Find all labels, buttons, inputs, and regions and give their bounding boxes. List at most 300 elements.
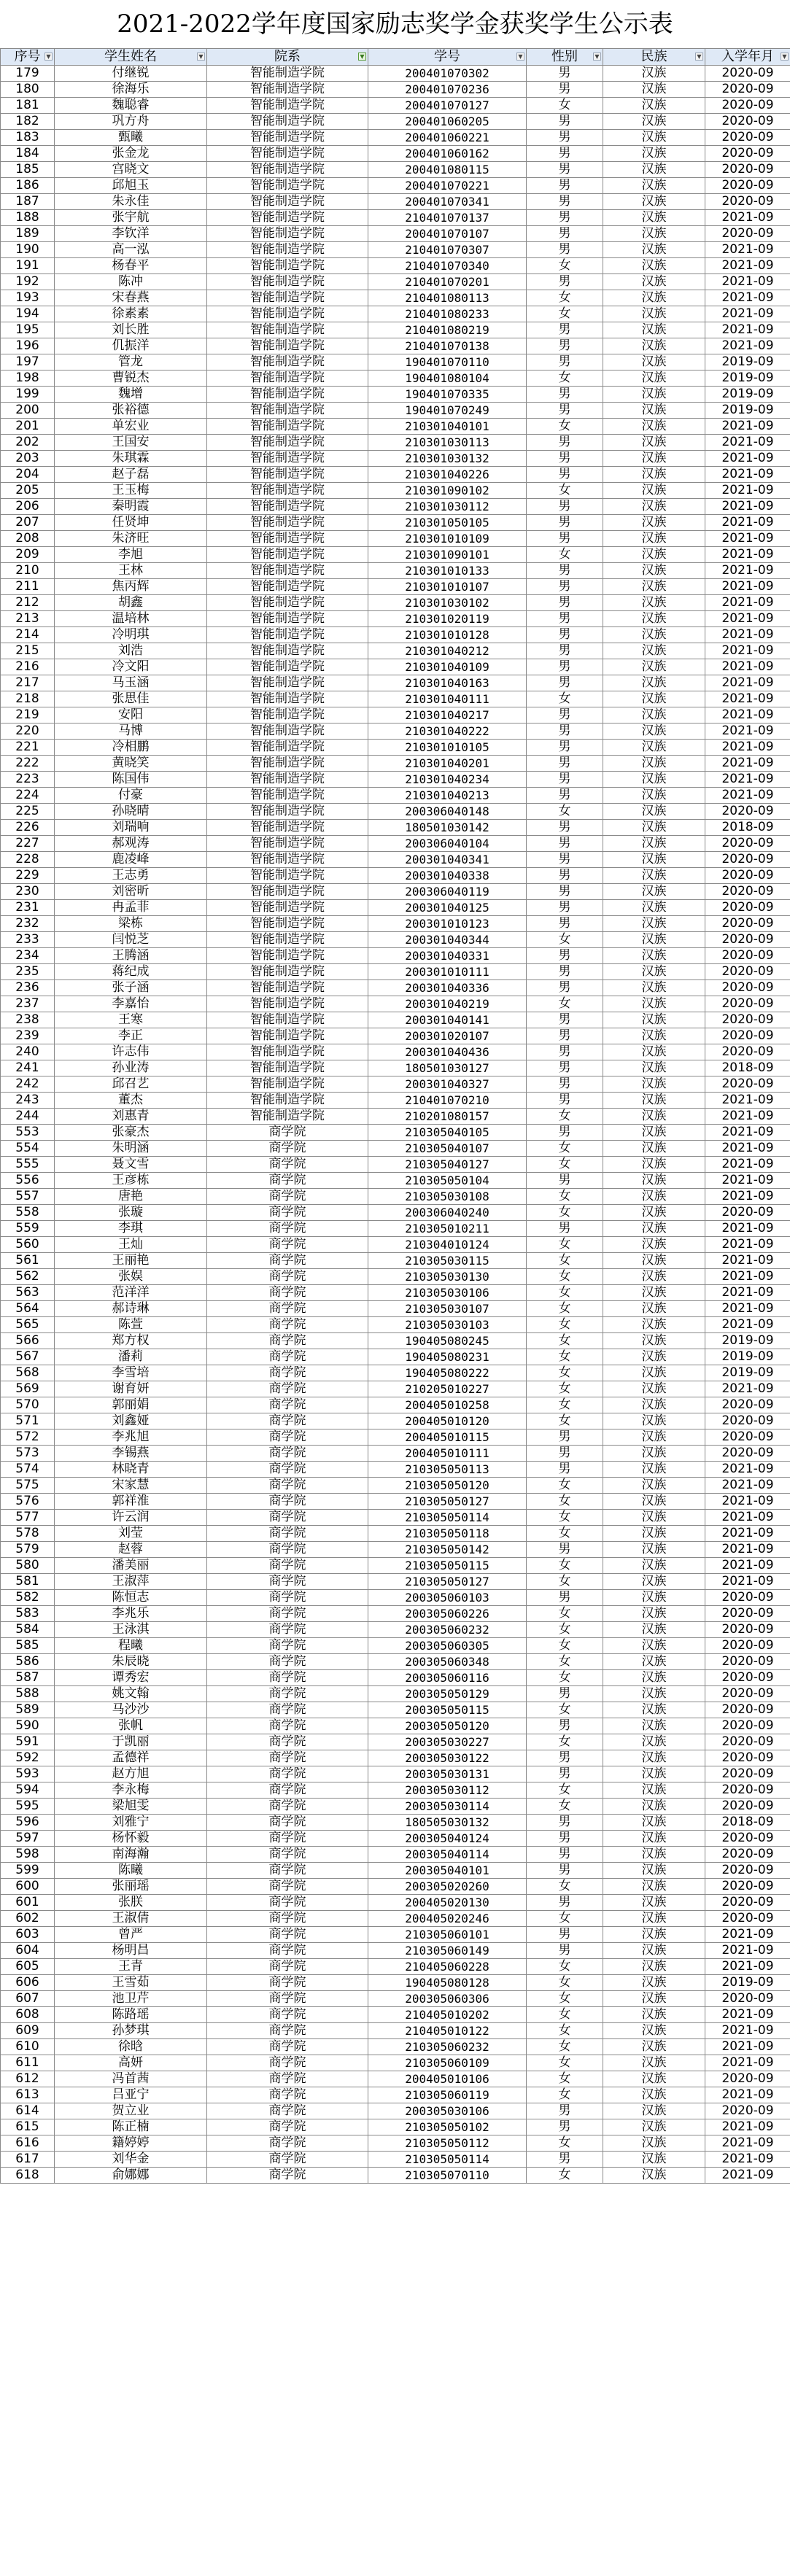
cell-enrollment[interactable]: 2021-09 bbox=[705, 691, 790, 707]
cell-gender[interactable]: 男 bbox=[527, 723, 603, 740]
cell-index[interactable]: 201 bbox=[1, 419, 55, 435]
cell-index[interactable]: 241 bbox=[1, 1060, 55, 1076]
cell-ethnicity[interactable]: 汉族 bbox=[603, 1847, 705, 1863]
cell-ethnicity[interactable]: 汉族 bbox=[603, 1141, 705, 1157]
cell-gender[interactable]: 男 bbox=[527, 467, 603, 483]
cell-enrollment[interactable]: 2020-09 bbox=[705, 1044, 790, 1060]
cell-student-id[interactable]: 210301030132 bbox=[368, 451, 527, 467]
cell-index[interactable]: 590 bbox=[1, 1718, 55, 1734]
cell-department[interactable]: 商学院 bbox=[207, 1269, 368, 1285]
cell-enrollment[interactable]: 2021-09 bbox=[705, 707, 790, 723]
cell-department[interactable]: 商学院 bbox=[207, 1349, 368, 1365]
cell-student-id[interactable]: 210305050104 bbox=[368, 1173, 527, 1189]
cell-student-id[interactable]: 210301050105 bbox=[368, 515, 527, 531]
cell-ethnicity[interactable]: 汉族 bbox=[603, 2023, 705, 2039]
cell-student-id[interactable]: 200301010111 bbox=[368, 964, 527, 980]
cell-gender[interactable]: 男 bbox=[527, 1815, 603, 1831]
cell-student-id[interactable]: 200305060232 bbox=[368, 1622, 527, 1638]
cell-ethnicity[interactable]: 汉族 bbox=[603, 82, 705, 98]
cell-enrollment[interactable]: 2020-09 bbox=[705, 1702, 790, 1718]
cell-student-id[interactable]: 210301020119 bbox=[368, 611, 527, 627]
cell-enrollment[interactable]: 2021-09 bbox=[705, 1301, 790, 1317]
cell-student-id[interactable]: 210305030115 bbox=[368, 1253, 527, 1269]
cell-enrollment[interactable]: 2021-09 bbox=[705, 2168, 790, 2184]
cell-index[interactable]: 595 bbox=[1, 1799, 55, 1815]
cell-index[interactable]: 214 bbox=[1, 627, 55, 643]
cell-student-name[interactable]: 朱辰晓 bbox=[55, 1654, 207, 1670]
cell-department[interactable]: 智能制造学院 bbox=[207, 162, 368, 178]
cell-enrollment[interactable]: 2021-09 bbox=[705, 2087, 790, 2103]
cell-student-name[interactable]: 高一泓 bbox=[55, 242, 207, 258]
cell-ethnicity[interactable]: 汉族 bbox=[603, 1205, 705, 1221]
cell-gender[interactable]: 男 bbox=[527, 162, 603, 178]
cell-enrollment[interactable]: 2019-09 bbox=[705, 1349, 790, 1365]
cell-student-name[interactable]: 池卫芹 bbox=[55, 1991, 207, 2007]
cell-index[interactable]: 606 bbox=[1, 1975, 55, 1991]
cell-enrollment[interactable]: 2021-09 bbox=[705, 467, 790, 483]
cell-student-name[interactable]: 杨怀毅 bbox=[55, 1831, 207, 1847]
cell-enrollment[interactable]: 2019-09 bbox=[705, 354, 790, 371]
cell-department[interactable]: 智能制造学院 bbox=[207, 483, 368, 499]
cell-gender[interactable]: 男 bbox=[527, 515, 603, 531]
cell-ethnicity[interactable]: 汉族 bbox=[603, 1494, 705, 1510]
cell-ethnicity[interactable]: 汉族 bbox=[603, 146, 705, 162]
cell-department[interactable]: 商学院 bbox=[207, 1125, 368, 1141]
cell-student-id[interactable]: 210305030103 bbox=[368, 1317, 527, 1333]
cell-gender[interactable]: 女 bbox=[527, 290, 603, 306]
cell-student-name[interactable]: 董杰 bbox=[55, 1093, 207, 1109]
cell-department[interactable]: 商学院 bbox=[207, 1815, 368, 1831]
cell-enrollment[interactable]: 2021-09 bbox=[705, 1093, 790, 1109]
cell-index[interactable]: 200 bbox=[1, 403, 55, 419]
cell-ethnicity[interactable]: 汉族 bbox=[603, 371, 705, 387]
cell-student-name[interactable]: 孙业涛 bbox=[55, 1060, 207, 1076]
cell-enrollment[interactable]: 2020-09 bbox=[705, 980, 790, 996]
cell-enrollment[interactable]: 2020-09 bbox=[705, 852, 790, 868]
cell-gender[interactable]: 女 bbox=[527, 98, 603, 114]
cell-student-id[interactable]: 180505030132 bbox=[368, 1815, 527, 1831]
cell-gender[interactable]: 男 bbox=[527, 772, 603, 788]
cell-ethnicity[interactable]: 汉族 bbox=[603, 435, 705, 451]
cell-gender[interactable]: 男 bbox=[527, 194, 603, 210]
cell-gender[interactable]: 男 bbox=[527, 1125, 603, 1141]
cell-student-name[interactable]: 赵蓉 bbox=[55, 1542, 207, 1558]
cell-student-name[interactable]: 冯首茜 bbox=[55, 2071, 207, 2087]
cell-ethnicity[interactable]: 汉族 bbox=[603, 1429, 705, 1446]
cell-gender[interactable]: 男 bbox=[527, 403, 603, 419]
cell-student-name[interactable]: 朱永佳 bbox=[55, 194, 207, 210]
cell-enrollment[interactable]: 2019-09 bbox=[705, 403, 790, 419]
cell-index[interactable]: 243 bbox=[1, 1093, 55, 1109]
cell-student-id[interactable]: 210305050114 bbox=[368, 2152, 527, 2168]
cell-enrollment[interactable]: 2021-09 bbox=[705, 1157, 790, 1173]
cell-student-id[interactable]: 210201080157 bbox=[368, 1109, 527, 1125]
cell-department[interactable]: 商学院 bbox=[207, 1365, 368, 1381]
cell-student-id[interactable]: 210401080233 bbox=[368, 306, 527, 322]
cell-department[interactable]: 智能制造学院 bbox=[207, 691, 368, 707]
cell-index[interactable]: 184 bbox=[1, 146, 55, 162]
cell-gender[interactable]: 女 bbox=[527, 1734, 603, 1750]
cell-ethnicity[interactable]: 汉族 bbox=[603, 723, 705, 740]
cell-enrollment[interactable]: 2021-09 bbox=[705, 1109, 790, 1125]
cell-department[interactable]: 商学院 bbox=[207, 1606, 368, 1622]
cell-student-id[interactable]: 200401070127 bbox=[368, 98, 527, 114]
cell-enrollment[interactable]: 2020-09 bbox=[705, 1012, 790, 1028]
cell-ethnicity[interactable]: 汉族 bbox=[603, 1125, 705, 1141]
cell-department[interactable]: 智能制造学院 bbox=[207, 403, 368, 419]
cell-student-id[interactable]: 200401070341 bbox=[368, 194, 527, 210]
cell-ethnicity[interactable]: 汉族 bbox=[603, 1574, 705, 1590]
cell-department[interactable]: 商学院 bbox=[207, 1141, 368, 1157]
cell-student-id[interactable]: 210305040105 bbox=[368, 1125, 527, 1141]
cell-student-name[interactable]: 马玉涵 bbox=[55, 675, 207, 691]
cell-student-name[interactable]: 郝观涛 bbox=[55, 836, 207, 852]
cell-gender[interactable]: 女 bbox=[527, 804, 603, 820]
cell-student-name[interactable]: 张金龙 bbox=[55, 146, 207, 162]
cell-enrollment[interactable]: 2021-09 bbox=[705, 595, 790, 611]
cell-student-id[interactable]: 200305060226 bbox=[368, 1606, 527, 1622]
cell-gender[interactable]: 男 bbox=[527, 980, 603, 996]
cell-enrollment[interactable]: 2021-09 bbox=[705, 675, 790, 691]
cell-index[interactable]: 581 bbox=[1, 1574, 55, 1590]
cell-gender[interactable]: 男 bbox=[527, 579, 603, 595]
cell-gender[interactable]: 女 bbox=[527, 1109, 603, 1125]
cell-gender[interactable]: 男 bbox=[527, 178, 603, 194]
cell-ethnicity[interactable]: 汉族 bbox=[603, 820, 705, 836]
cell-gender[interactable]: 女 bbox=[527, 1237, 603, 1253]
cell-gender[interactable]: 男 bbox=[527, 1221, 603, 1237]
cell-student-name[interactable]: 徐海乐 bbox=[55, 82, 207, 98]
cell-department[interactable]: 商学院 bbox=[207, 1831, 368, 1847]
cell-gender[interactable]: 女 bbox=[527, 1975, 603, 1991]
cell-ethnicity[interactable]: 汉族 bbox=[603, 1895, 705, 1911]
cell-index[interactable]: 205 bbox=[1, 483, 55, 499]
cell-enrollment[interactable]: 2021-09 bbox=[705, 2007, 790, 2023]
cell-index[interactable]: 188 bbox=[1, 210, 55, 226]
cell-student-name[interactable]: 蒋纪成 bbox=[55, 964, 207, 980]
cell-enrollment[interactable]: 2020-09 bbox=[705, 162, 790, 178]
cell-student-id[interactable]: 200405010258 bbox=[368, 1397, 527, 1413]
cell-ethnicity[interactable]: 汉族 bbox=[603, 1109, 705, 1125]
cell-student-id[interactable]: 200305020260 bbox=[368, 1879, 527, 1895]
cell-student-id[interactable]: 210305050114 bbox=[368, 1510, 527, 1526]
cell-enrollment[interactable]: 2020-09 bbox=[705, 1590, 790, 1606]
cell-student-name[interactable]: 许志伟 bbox=[55, 1044, 207, 1060]
cell-department[interactable]: 智能制造学院 bbox=[207, 82, 368, 98]
cell-student-id[interactable]: 200305060348 bbox=[368, 1654, 527, 1670]
cell-student-id[interactable]: 210205010227 bbox=[368, 1381, 527, 1397]
cell-enrollment[interactable]: 2021-09 bbox=[705, 563, 790, 579]
cell-enrollment[interactable]: 2021-09 bbox=[705, 1959, 790, 1975]
cell-gender[interactable]: 女 bbox=[527, 1301, 603, 1317]
cell-enrollment[interactable]: 2021-09 bbox=[705, 1927, 790, 1943]
cell-gender[interactable]: 男 bbox=[527, 1718, 603, 1734]
cell-student-name[interactable]: 俞娜娜 bbox=[55, 2168, 207, 2184]
cell-ethnicity[interactable]: 汉族 bbox=[603, 1670, 705, 1686]
cell-enrollment[interactable]: 2020-09 bbox=[705, 1718, 790, 1734]
cell-department[interactable]: 智能制造学院 bbox=[207, 274, 368, 290]
cell-gender[interactable]: 男 bbox=[527, 1895, 603, 1911]
cell-gender[interactable]: 男 bbox=[527, 900, 603, 916]
cell-student-name[interactable]: 范洋洋 bbox=[55, 1285, 207, 1301]
cell-department[interactable]: 智能制造学院 bbox=[207, 1028, 368, 1044]
cell-enrollment[interactable]: 2021-09 bbox=[705, 1381, 790, 1397]
cell-enrollment[interactable]: 2020-09 bbox=[705, 916, 790, 932]
cell-enrollment[interactable]: 2020-09 bbox=[705, 1799, 790, 1815]
header-ethnicity[interactable] bbox=[603, 49, 705, 66]
cell-student-id[interactable]: 210301010107 bbox=[368, 579, 527, 595]
cell-department[interactable]: 商学院 bbox=[207, 2055, 368, 2071]
cell-index[interactable]: 225 bbox=[1, 804, 55, 820]
cell-student-id[interactable]: 200301040327 bbox=[368, 1076, 527, 1093]
cell-ethnicity[interactable]: 汉族 bbox=[603, 1831, 705, 1847]
cell-student-name[interactable]: 陈萱 bbox=[55, 1317, 207, 1333]
cell-student-id[interactable]: 200301040338 bbox=[368, 868, 527, 884]
cell-index[interactable]: 615 bbox=[1, 2119, 55, 2135]
cell-student-name[interactable]: 聂文雪 bbox=[55, 1157, 207, 1173]
cell-department[interactable]: 商学院 bbox=[207, 1574, 368, 1590]
cell-ethnicity[interactable]: 汉族 bbox=[603, 1991, 705, 2007]
cell-student-name[interactable]: 张裕德 bbox=[55, 403, 207, 419]
cell-ethnicity[interactable]: 汉族 bbox=[603, 1173, 705, 1189]
cell-index[interactable]: 582 bbox=[1, 1590, 55, 1606]
cell-ethnicity[interactable]: 汉族 bbox=[603, 1221, 705, 1237]
cell-index[interactable]: 186 bbox=[1, 178, 55, 194]
cell-student-name[interactable]: 郭丽娟 bbox=[55, 1397, 207, 1413]
cell-student-name[interactable]: 陈恒志 bbox=[55, 1590, 207, 1606]
cell-enrollment[interactable]: 2020-09 bbox=[705, 1879, 790, 1895]
cell-student-name[interactable]: 张丽瑶 bbox=[55, 1879, 207, 1895]
cell-enrollment[interactable]: 2021-09 bbox=[705, 1510, 790, 1526]
cell-student-name[interactable]: 陈路瑶 bbox=[55, 2007, 207, 2023]
cell-student-id[interactable]: 210301030113 bbox=[368, 435, 527, 451]
cell-student-name[interactable]: 付豪 bbox=[55, 788, 207, 804]
cell-index[interactable]: 230 bbox=[1, 884, 55, 900]
cell-enrollment[interactable]: 2020-09 bbox=[705, 2103, 790, 2119]
cell-department[interactable]: 智能制造学院 bbox=[207, 114, 368, 130]
cell-gender[interactable]: 女 bbox=[527, 1702, 603, 1718]
cell-ethnicity[interactable]: 汉族 bbox=[603, 1734, 705, 1750]
cell-student-name[interactable]: 宫晓文 bbox=[55, 162, 207, 178]
cell-enrollment[interactable]: 2021-09 bbox=[705, 1317, 790, 1333]
cell-index[interactable]: 233 bbox=[1, 932, 55, 948]
cell-department[interactable]: 商学院 bbox=[207, 1734, 368, 1750]
cell-ethnicity[interactable]: 汉族 bbox=[603, 226, 705, 242]
cell-student-name[interactable]: 孟德祥 bbox=[55, 1750, 207, 1766]
cell-enrollment[interactable]: 2020-09 bbox=[705, 1654, 790, 1670]
cell-index[interactable]: 196 bbox=[1, 338, 55, 354]
cell-ethnicity[interactable]: 汉族 bbox=[603, 1975, 705, 1991]
cell-student-name[interactable]: 谢育妍 bbox=[55, 1381, 207, 1397]
cell-enrollment[interactable]: 2020-09 bbox=[705, 1911, 790, 1927]
cell-enrollment[interactable]: 2020-09 bbox=[705, 82, 790, 98]
cell-student-id[interactable]: 200301040436 bbox=[368, 1044, 527, 1060]
cell-gender[interactable]: 男 bbox=[527, 531, 603, 547]
cell-index[interactable]: 617 bbox=[1, 2152, 55, 2168]
cell-student-id[interactable]: 200305050120 bbox=[368, 1718, 527, 1734]
cell-gender[interactable]: 女 bbox=[527, 1285, 603, 1301]
cell-index[interactable]: 580 bbox=[1, 1558, 55, 1574]
cell-department[interactable]: 商学院 bbox=[207, 1895, 368, 1911]
cell-index[interactable]: 236 bbox=[1, 980, 55, 996]
cell-gender[interactable]: 男 bbox=[527, 1542, 603, 1558]
cell-enrollment[interactable]: 2021-09 bbox=[705, 451, 790, 467]
cell-index[interactable]: 211 bbox=[1, 579, 55, 595]
cell-student-name[interactable]: 陈国伟 bbox=[55, 772, 207, 788]
cell-index[interactable]: 567 bbox=[1, 1349, 55, 1365]
cell-student-name[interactable]: 巩方舟 bbox=[55, 114, 207, 130]
cell-department[interactable]: 智能制造学院 bbox=[207, 499, 368, 515]
cell-student-id[interactable]: 200401070302 bbox=[368, 66, 527, 82]
dropdown-arrow-icon[interactable]: ▼ bbox=[695, 53, 703, 61]
cell-ethnicity[interactable]: 汉族 bbox=[603, 1381, 705, 1397]
cell-gender[interactable]: 男 bbox=[527, 1462, 603, 1478]
cell-department[interactable]: 智能制造学院 bbox=[207, 194, 368, 210]
cell-index[interactable]: 208 bbox=[1, 531, 55, 547]
cell-gender[interactable]: 女 bbox=[527, 1991, 603, 2007]
cell-student-name[interactable]: 徐晗 bbox=[55, 2039, 207, 2055]
cell-student-name[interactable]: 焦丙辉 bbox=[55, 579, 207, 595]
cell-index[interactable]: 588 bbox=[1, 1686, 55, 1702]
cell-ethnicity[interactable]: 汉族 bbox=[603, 1462, 705, 1478]
cell-enrollment[interactable]: 2020-09 bbox=[705, 1413, 790, 1429]
cell-student-id[interactable]: 210401070201 bbox=[368, 274, 527, 290]
cell-department[interactable]: 商学院 bbox=[207, 2071, 368, 2087]
cell-enrollment[interactable]: 2020-09 bbox=[705, 226, 790, 242]
cell-enrollment[interactable]: 2020-09 bbox=[705, 1606, 790, 1622]
cell-student-name[interactable]: 朱琪霖 bbox=[55, 451, 207, 467]
cell-student-name[interactable]: 赵子磊 bbox=[55, 467, 207, 483]
cell-department[interactable]: 智能制造学院 bbox=[207, 1060, 368, 1076]
cell-enrollment[interactable]: 2021-09 bbox=[705, 515, 790, 531]
cell-department[interactable]: 商学院 bbox=[207, 1558, 368, 1574]
cell-index[interactable]: 604 bbox=[1, 1943, 55, 1959]
cell-student-name[interactable]: 胡鑫 bbox=[55, 595, 207, 611]
cell-student-id[interactable]: 200305040114 bbox=[368, 1847, 527, 1863]
cell-student-name[interactable]: 李钦洋 bbox=[55, 226, 207, 242]
cell-student-id[interactable]: 210301010109 bbox=[368, 531, 527, 547]
cell-gender[interactable]: 女 bbox=[527, 2039, 603, 2055]
cell-enrollment[interactable]: 2020-09 bbox=[705, 1622, 790, 1638]
cell-department[interactable]: 智能制造学院 bbox=[207, 1093, 368, 1109]
cell-enrollment[interactable]: 2021-09 bbox=[705, 1221, 790, 1237]
cell-student-id[interactable]: 200301040219 bbox=[368, 996, 527, 1012]
cell-student-id[interactable]: 200305030112 bbox=[368, 1782, 527, 1799]
cell-student-id[interactable]: 180501030127 bbox=[368, 1060, 527, 1076]
cell-enrollment[interactable]: 2021-09 bbox=[705, 772, 790, 788]
cell-index[interactable]: 610 bbox=[1, 2039, 55, 2055]
cell-gender[interactable]: 男 bbox=[527, 948, 603, 964]
cell-student-id[interactable]: 210305050113 bbox=[368, 1462, 527, 1478]
cell-gender[interactable]: 男 bbox=[527, 354, 603, 371]
cell-student-id[interactable]: 210301010105 bbox=[368, 740, 527, 756]
cell-index[interactable]: 556 bbox=[1, 1173, 55, 1189]
cell-gender[interactable]: 男 bbox=[527, 595, 603, 611]
cell-department[interactable]: 商学院 bbox=[207, 1782, 368, 1799]
cell-student-name[interactable]: 孙晓晴 bbox=[55, 804, 207, 820]
cell-student-id[interactable]: 210305030106 bbox=[368, 1285, 527, 1301]
cell-ethnicity[interactable]: 汉族 bbox=[603, 595, 705, 611]
cell-index[interactable]: 185 bbox=[1, 162, 55, 178]
cell-student-name[interactable]: 马沙沙 bbox=[55, 1702, 207, 1718]
cell-ethnicity[interactable]: 汉族 bbox=[603, 242, 705, 258]
cell-student-id[interactable]: 200401070236 bbox=[368, 82, 527, 98]
cell-gender[interactable]: 男 bbox=[527, 1927, 603, 1943]
cell-department[interactable]: 智能制造学院 bbox=[207, 387, 368, 403]
cell-index[interactable]: 192 bbox=[1, 274, 55, 290]
cell-ethnicity[interactable]: 汉族 bbox=[603, 1076, 705, 1093]
cell-index[interactable]: 564 bbox=[1, 1301, 55, 1317]
cell-enrollment[interactable]: 2020-09 bbox=[705, 900, 790, 916]
cell-student-id[interactable]: 200306040119 bbox=[368, 884, 527, 900]
cell-gender[interactable]: 女 bbox=[527, 1638, 603, 1654]
cell-enrollment[interactable]: 2020-09 bbox=[705, 964, 790, 980]
cell-gender[interactable]: 男 bbox=[527, 1076, 603, 1093]
cell-enrollment[interactable]: 2021-09 bbox=[705, 1526, 790, 1542]
cell-gender[interactable]: 男 bbox=[527, 2119, 603, 2135]
cell-department[interactable]: 商学院 bbox=[207, 1702, 368, 1718]
cell-gender[interactable]: 女 bbox=[527, 1189, 603, 1205]
cell-student-id[interactable]: 210301040234 bbox=[368, 772, 527, 788]
cell-student-id[interactable]: 200305060305 bbox=[368, 1638, 527, 1654]
cell-department[interactable]: 智能制造学院 bbox=[207, 98, 368, 114]
cell-gender[interactable]: 女 bbox=[527, 996, 603, 1012]
cell-department[interactable]: 智能制造学院 bbox=[207, 66, 368, 82]
cell-gender[interactable]: 男 bbox=[527, 1060, 603, 1076]
cell-ethnicity[interactable]: 汉族 bbox=[603, 547, 705, 563]
cell-index[interactable]: 222 bbox=[1, 756, 55, 772]
cell-student-name[interactable]: 林晓青 bbox=[55, 1462, 207, 1478]
cell-index[interactable]: 572 bbox=[1, 1429, 55, 1446]
cell-enrollment[interactable]: 2021-09 bbox=[705, 210, 790, 226]
cell-ethnicity[interactable]: 汉族 bbox=[603, 1558, 705, 1574]
cell-student-name[interactable]: 王丽艳 bbox=[55, 1253, 207, 1269]
cell-ethnicity[interactable]: 汉族 bbox=[603, 1799, 705, 1815]
cell-index[interactable]: 559 bbox=[1, 1221, 55, 1237]
cell-ethnicity[interactable]: 汉族 bbox=[603, 1766, 705, 1782]
cell-index[interactable]: 240 bbox=[1, 1044, 55, 1060]
cell-index[interactable]: 574 bbox=[1, 1462, 55, 1478]
cell-index[interactable]: 204 bbox=[1, 467, 55, 483]
cell-gender[interactable]: 女 bbox=[527, 2023, 603, 2039]
cell-gender[interactable]: 女 bbox=[527, 1333, 603, 1349]
cell-index[interactable]: 568 bbox=[1, 1365, 55, 1381]
cell-student-id[interactable]: 210401070137 bbox=[368, 210, 527, 226]
cell-enrollment[interactable]: 2020-09 bbox=[705, 996, 790, 1012]
cell-student-id[interactable]: 200401070107 bbox=[368, 226, 527, 242]
cell-department[interactable]: 智能制造学院 bbox=[207, 226, 368, 242]
cell-student-name[interactable]: 潘莉 bbox=[55, 1349, 207, 1365]
cell-enrollment[interactable]: 2021-09 bbox=[705, 547, 790, 563]
cell-ethnicity[interactable]: 汉族 bbox=[603, 980, 705, 996]
cell-gender[interactable]: 女 bbox=[527, 1670, 603, 1686]
cell-student-id[interactable]: 200305030106 bbox=[368, 2103, 527, 2119]
cell-index[interactable]: 220 bbox=[1, 723, 55, 740]
cell-department[interactable]: 商学院 bbox=[207, 1686, 368, 1702]
cell-index[interactable]: 596 bbox=[1, 1815, 55, 1831]
cell-student-name[interactable]: 安阳 bbox=[55, 707, 207, 723]
cell-ethnicity[interactable]: 汉族 bbox=[603, 2152, 705, 2168]
cell-student-id[interactable]: 210305050115 bbox=[368, 1558, 527, 1574]
cell-ethnicity[interactable]: 汉族 bbox=[603, 1863, 705, 1879]
cell-enrollment[interactable]: 2021-09 bbox=[705, 1574, 790, 1590]
cell-student-name[interactable]: 刘瑞响 bbox=[55, 820, 207, 836]
cell-ethnicity[interactable]: 汉族 bbox=[603, 306, 705, 322]
cell-enrollment[interactable]: 2021-09 bbox=[705, 274, 790, 290]
cell-student-name[interactable]: 南海瀚 bbox=[55, 1847, 207, 1863]
cell-ethnicity[interactable]: 汉族 bbox=[603, 1750, 705, 1766]
cell-gender[interactable]: 女 bbox=[527, 1269, 603, 1285]
